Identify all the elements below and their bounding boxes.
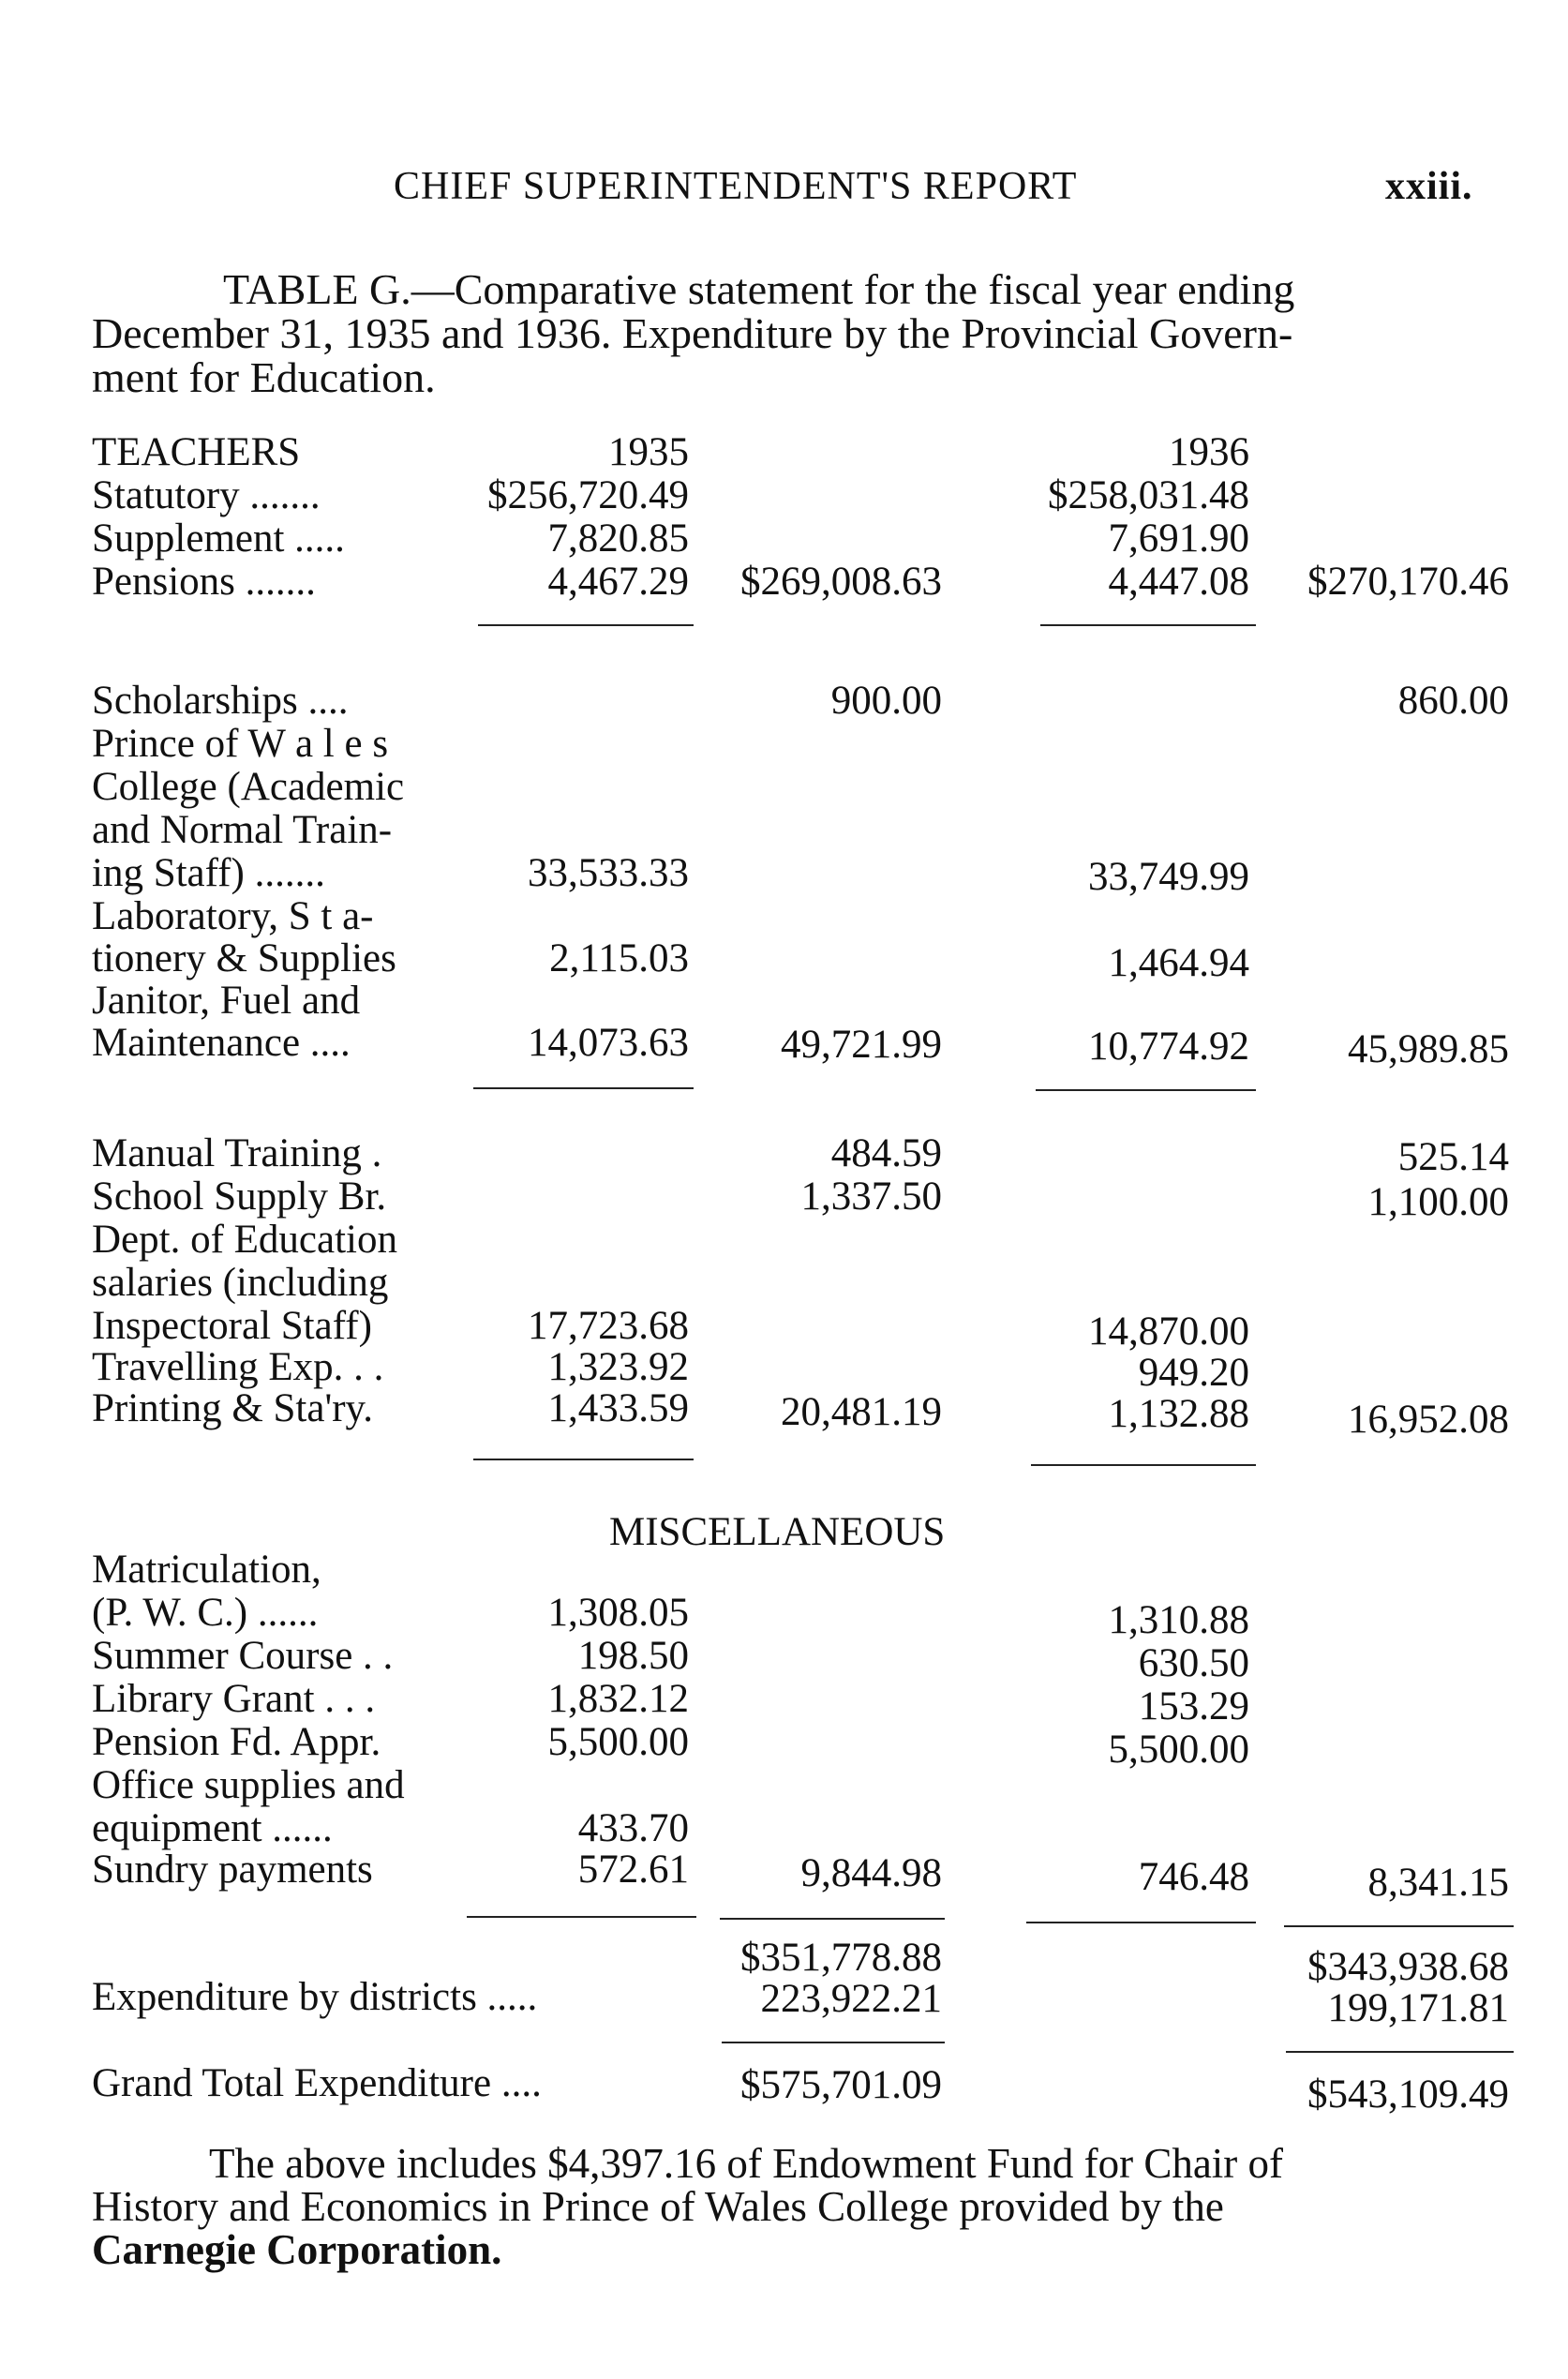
rule xyxy=(1040,624,1256,626)
value-1935: 1,308.05 xyxy=(547,1591,689,1635)
footnote-line: The above includes $4,397.16 of Endowment Fund for Chair of xyxy=(209,2140,1284,2187)
caption-line: ment for Education. xyxy=(92,353,436,401)
footnote-line: Carnegie Corporation. xyxy=(92,2226,502,2273)
miscellaneous-heading: MISCELLANEOUS xyxy=(609,1510,946,1554)
total-1936: 16,952.08 xyxy=(1348,1398,1509,1442)
row-label: salaries (including xyxy=(92,1261,389,1305)
total-1936: 860.00 xyxy=(1397,679,1509,723)
rule xyxy=(1036,1089,1256,1091)
year-1936-header: 1936 xyxy=(1169,430,1249,474)
districts-label: Expenditure by districts ..... xyxy=(92,1975,538,2019)
teachers-heading: TEACHERS xyxy=(92,430,301,474)
value-1936: 7,691.90 xyxy=(1108,516,1249,561)
row-label: Sundry payments xyxy=(92,1848,373,1892)
row-label: Pensions ....... xyxy=(92,560,316,604)
footnote-line: History and Economics in Prince of Wales College provided by the xyxy=(92,2183,1224,2230)
row-label: tionery & Supplies xyxy=(92,936,396,980)
caption-line: TABLE G.—Comparative statement for the fiscal year ending xyxy=(223,265,1295,313)
value-1936: $258,031.48 xyxy=(1048,473,1249,517)
value-1935: 1,832.12 xyxy=(547,1677,689,1721)
total-1935: 484.59 xyxy=(830,1131,942,1175)
table-caption xyxy=(92,267,1516,399)
value-1936: 1,310.88 xyxy=(1108,1598,1249,1642)
value-1935: 2,115.03 xyxy=(549,936,689,980)
row-label: Janitor, Fuel and xyxy=(92,979,361,1023)
rule xyxy=(478,624,694,626)
footnote xyxy=(92,2142,1516,2271)
value-1935: 198.50 xyxy=(577,1634,689,1678)
running-header-title: CHIEF SUPERINTENDENT'S REPORT xyxy=(394,165,1078,208)
value-1935: 572.61 xyxy=(577,1848,689,1892)
rule xyxy=(1026,1922,1256,1923)
total-1935: 900.00 xyxy=(830,679,942,723)
row-label: Office supplies and xyxy=(92,1763,405,1807)
row-label: Manual Training . xyxy=(92,1131,382,1175)
row-label: Printing & Sta'ry. xyxy=(92,1386,373,1430)
value-1936: 1,464.94 xyxy=(1108,941,1249,985)
value-1935: 33,533.33 xyxy=(528,851,689,895)
row-label: School Supply Br. xyxy=(92,1175,387,1219)
rule xyxy=(1286,2051,1514,2053)
rule xyxy=(473,1459,694,1460)
row-label: equipment ...... xyxy=(92,1806,333,1850)
total-1935: 20,481.19 xyxy=(781,1390,942,1434)
total-1936: $270,170.46 xyxy=(1307,560,1509,604)
total-1936: 525.14 xyxy=(1397,1135,1509,1179)
row-label: Scholarships .... xyxy=(92,679,349,723)
row-label: Pension Fd. Appr. xyxy=(92,1720,381,1764)
year-1935-header: 1935 xyxy=(608,430,689,474)
value-1936: 14,870.00 xyxy=(1088,1309,1249,1354)
row-label: Dept. of Education xyxy=(92,1218,397,1262)
districts-1936: 199,171.81 xyxy=(1327,1986,1509,2030)
subtotal-1935: $351,778.88 xyxy=(740,1936,942,1980)
value-1936: 949.20 xyxy=(1138,1351,1249,1395)
value-1936: 746.48 xyxy=(1138,1855,1249,1899)
value-1935: 1,433.59 xyxy=(547,1386,689,1430)
row-label: Matriculation, xyxy=(92,1548,321,1592)
total-1936: 8,341.15 xyxy=(1367,1861,1509,1905)
rule xyxy=(467,1916,696,1918)
value-1936: 4,447.08 xyxy=(1108,560,1249,604)
value-1935: 14,073.63 xyxy=(528,1021,689,1065)
total-1935: 9,844.98 xyxy=(800,1851,942,1895)
value-1935: $256,720.49 xyxy=(487,473,689,517)
row-label: Library Grant . . . xyxy=(92,1677,376,1721)
grand-total-label: Grand Total Expenditure .... xyxy=(92,2061,542,2105)
value-1936: 5,500.00 xyxy=(1108,1728,1249,1772)
rule xyxy=(722,2042,945,2043)
grand-total-1936: $543,109.49 xyxy=(1307,2072,1509,2117)
rule xyxy=(1284,1925,1514,1927)
value-1935: 17,723.68 xyxy=(528,1304,689,1348)
value-1936: 1,132.88 xyxy=(1108,1392,1249,1436)
row-label: ing Staff) ....... xyxy=(92,851,325,895)
row-label: Laboratory, S t a- xyxy=(92,894,374,938)
total-1935: 49,721.99 xyxy=(781,1023,942,1067)
value-1935: 1,323.92 xyxy=(547,1345,689,1389)
subtotal-1936: $343,938.68 xyxy=(1307,1945,1509,1989)
value-1936: 153.29 xyxy=(1138,1684,1249,1728)
row-label: Supplement ..... xyxy=(92,516,345,561)
row-label: Statutory ....... xyxy=(92,473,321,517)
grand-total-1935: $575,701.09 xyxy=(740,2063,942,2107)
row-label: College (Academic xyxy=(92,765,405,809)
caption-line: December 31, 1935 and 1936. Expenditure by the Provincial Govern- xyxy=(92,309,1293,357)
total-1935: $269,008.63 xyxy=(740,560,942,604)
rule xyxy=(720,1918,945,1920)
value-1935: 5,500.00 xyxy=(547,1720,689,1764)
rule xyxy=(473,1087,694,1089)
value-1936: 10,774.92 xyxy=(1088,1025,1249,1069)
districts-1935: 223,922.21 xyxy=(760,1977,942,2021)
row-label: (P. W. C.) ...... xyxy=(92,1591,319,1635)
row-label: Maintenance .... xyxy=(92,1021,351,1065)
value-1936: 33,749.99 xyxy=(1088,855,1249,899)
page-number: xxiii. xyxy=(1385,165,1473,208)
total-1935: 1,337.50 xyxy=(800,1175,942,1219)
value-1935: 7,820.85 xyxy=(547,516,689,561)
value-1935: 4,467.29 xyxy=(547,560,689,604)
row-label: Prince of W a l e s xyxy=(92,722,389,766)
row-label: Inspectoral Staff) xyxy=(92,1304,372,1348)
row-label: Summer Course . . xyxy=(92,1634,394,1678)
value-1936: 630.50 xyxy=(1138,1641,1249,1685)
rule xyxy=(1031,1464,1256,1466)
row-label: Travelling Exp. . . xyxy=(92,1345,384,1389)
total-1936: 1,100.00 xyxy=(1367,1180,1509,1224)
value-1935: 433.70 xyxy=(577,1806,689,1850)
row-label: and Normal Train- xyxy=(92,808,393,852)
total-1936: 45,989.85 xyxy=(1348,1027,1509,1071)
